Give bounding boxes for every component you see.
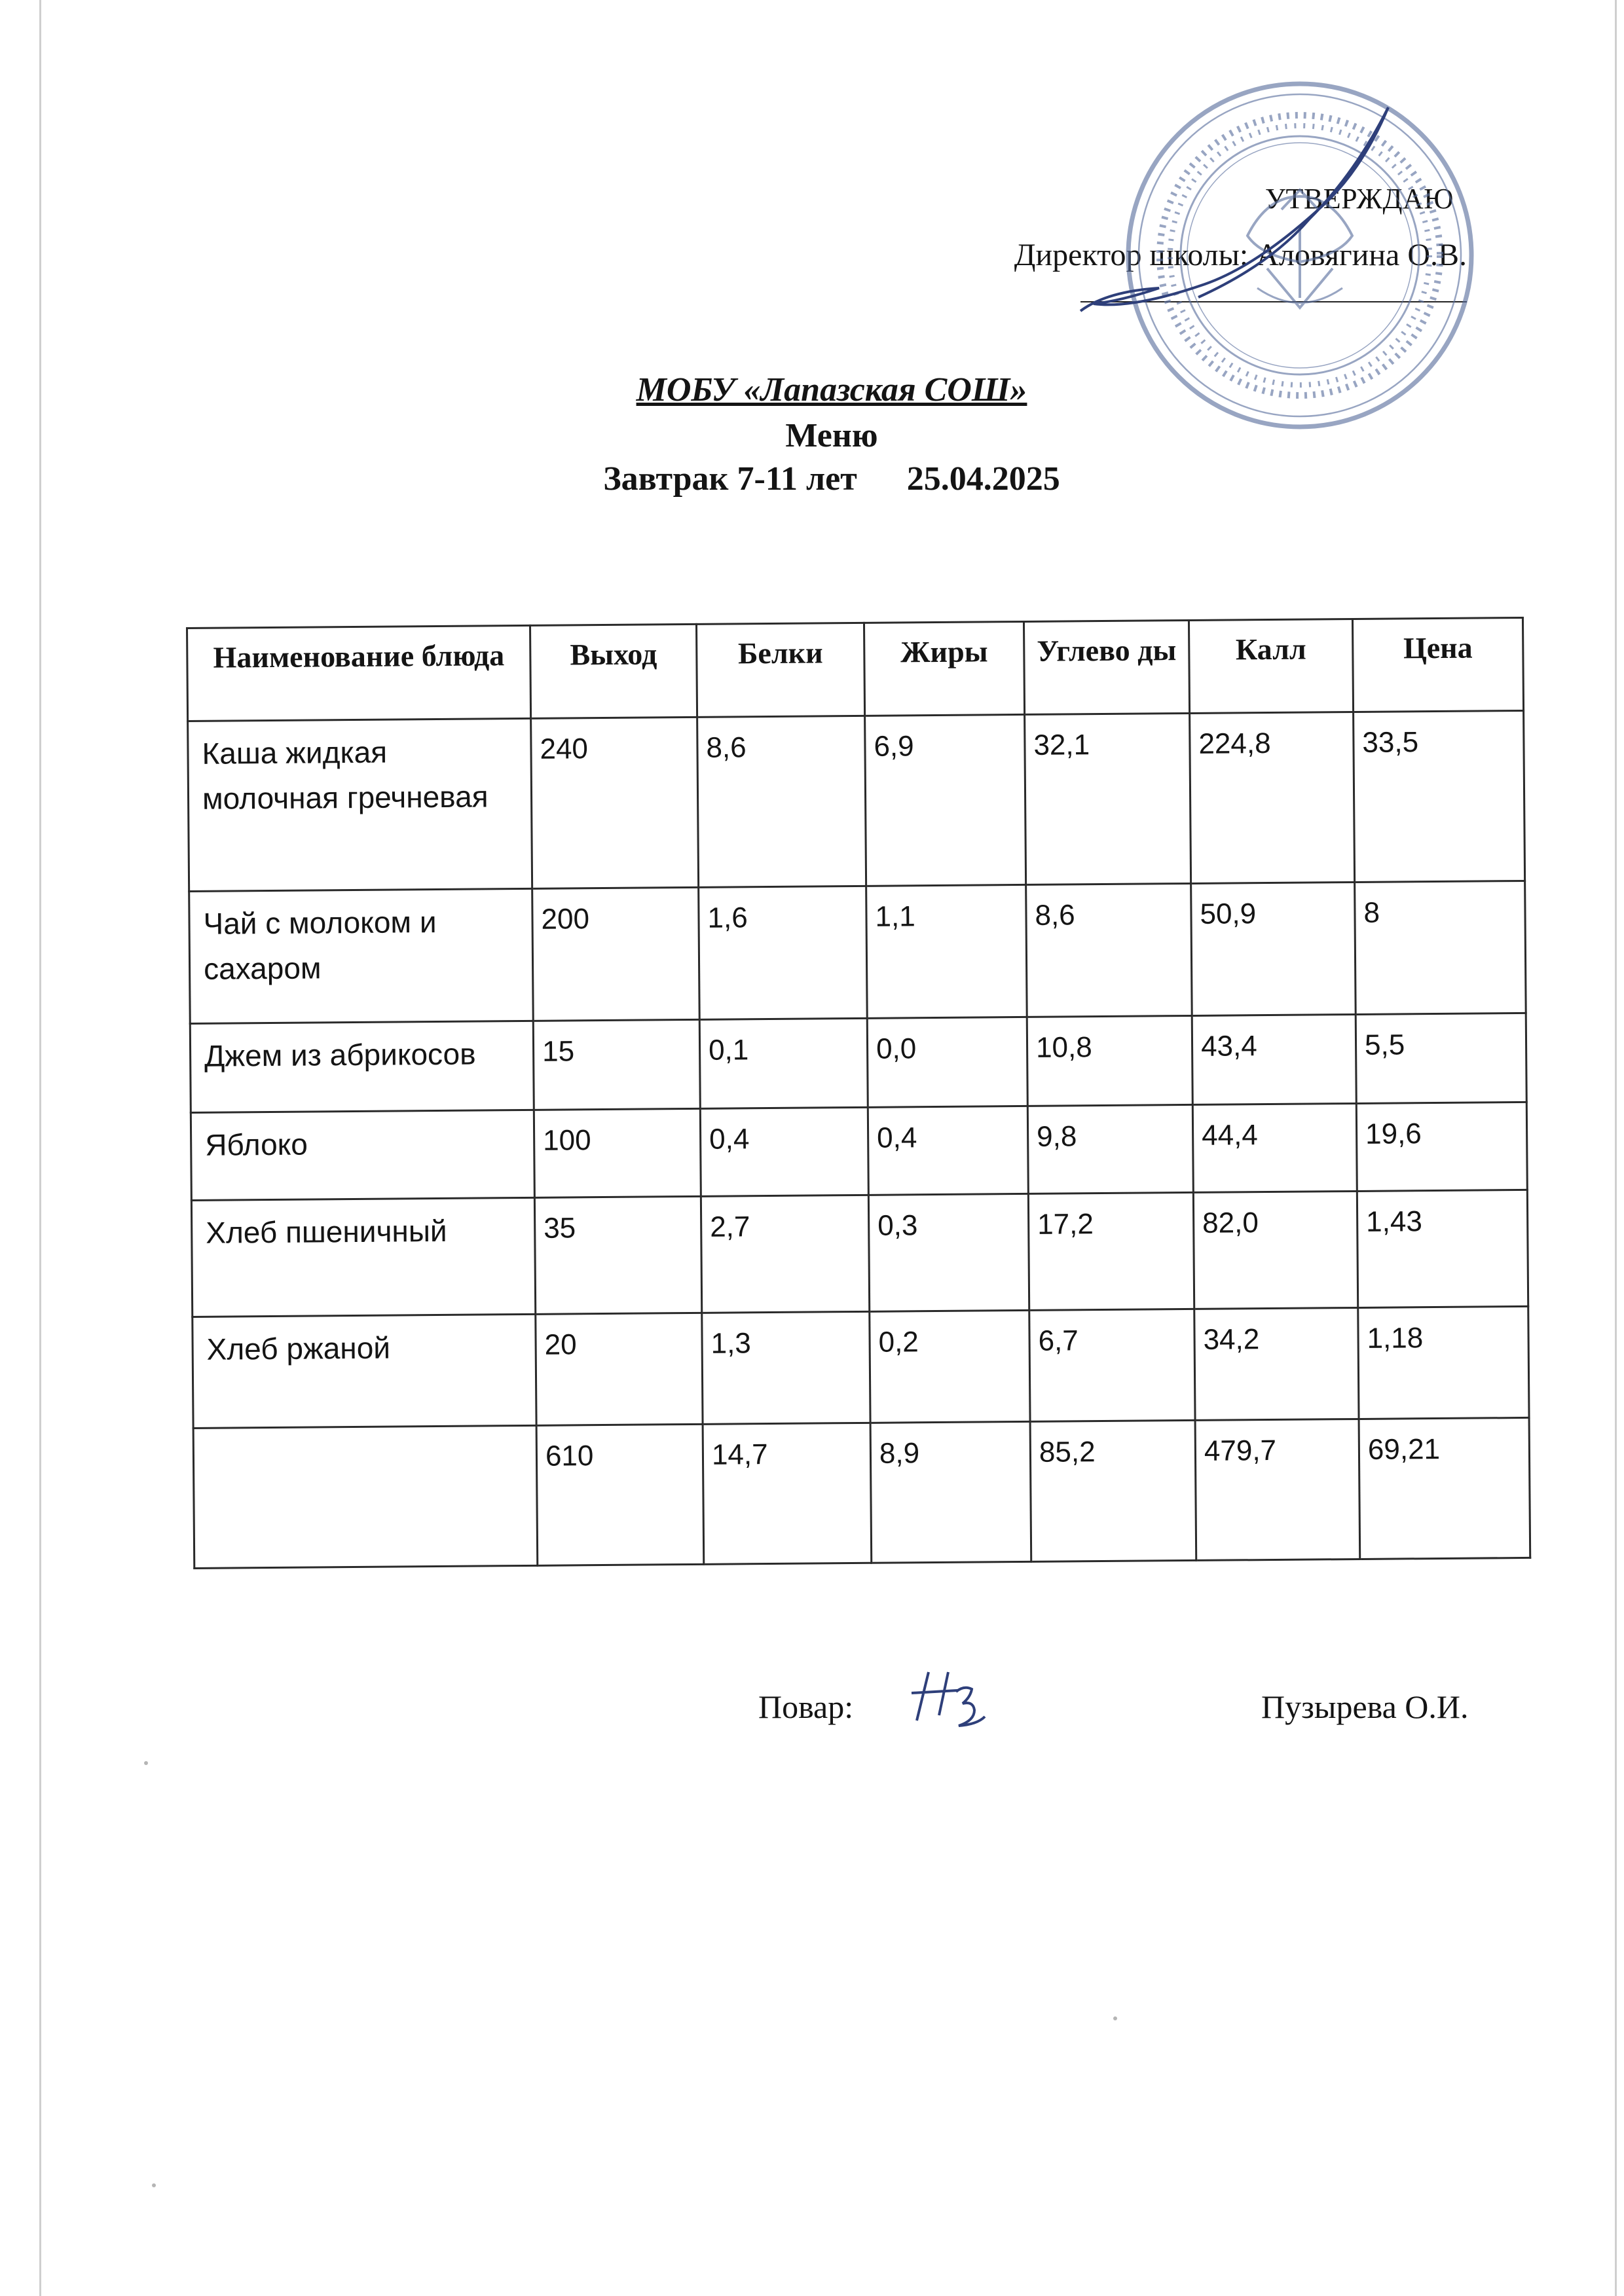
scan-edge-right	[1615, 0, 1617, 2296]
table-header-row	[187, 617, 1524, 721]
calories-cell: 43,4	[1192, 1014, 1356, 1104]
scan-speck	[144, 1761, 148, 1765]
total-label-cell	[193, 1425, 538, 1568]
scan-speck	[152, 2183, 156, 2187]
organization-name: МОБУ «Лапазская СОШ»	[636, 371, 1027, 409]
price-cell: 33,5	[1354, 710, 1525, 882]
total-calories: 479,7	[1195, 1419, 1360, 1560]
carbs-cell: 6,7	[1029, 1309, 1195, 1421]
column-header: Калл	[1189, 619, 1353, 714]
column-header: Белки	[696, 623, 864, 717]
protein-cell: 2,7	[701, 1195, 869, 1313]
total-carbs: 85,2	[1030, 1420, 1196, 1561]
dish-name: Хлеб пшеничный	[191, 1197, 535, 1317]
fat-cell: 0,3	[868, 1194, 1029, 1311]
director-label: Директор школы:	[1014, 238, 1249, 272]
calories-cell: 50,9	[1191, 882, 1356, 1015]
protein-cell: 1,6	[699, 886, 868, 1019]
dish-name: Яблоко	[191, 1110, 534, 1200]
fat-cell: 0,0	[867, 1017, 1027, 1107]
scan-edge-left	[39, 0, 41, 2296]
protein-cell: 0,4	[700, 1107, 868, 1196]
approval-word: УТВЕРЖДАЮ	[1264, 183, 1454, 215]
total-price: 69,21	[1359, 1417, 1530, 1559]
cook-signature-icon	[904, 1663, 1002, 1735]
column-header: Цена	[1352, 617, 1523, 712]
portion-cell: 200	[532, 887, 700, 1021]
total-protein: 14,7	[703, 1423, 872, 1564]
carbs-cell: 8,6	[1026, 883, 1192, 1017]
calories-cell: 224,8	[1190, 712, 1355, 884]
carbs-cell: 32,1	[1025, 713, 1191, 884]
portion-cell: 35	[534, 1196, 701, 1314]
carbs-cell: 17,2	[1028, 1192, 1194, 1310]
director-name: Аловягина О.В.	[1256, 238, 1467, 272]
cook-name: Пузырева О.И.	[1261, 1688, 1469, 1725]
protein-cell: 1,3	[702, 1311, 870, 1424]
calories-cell: 82,0	[1193, 1191, 1357, 1309]
menu-table	[186, 617, 1531, 1569]
table-row	[189, 881, 1526, 1023]
table-row	[190, 1013, 1526, 1112]
dish-name: Хлеб ржаной	[193, 1314, 536, 1428]
price-cell: 8	[1355, 881, 1526, 1014]
column-header: Жиры	[864, 621, 1024, 716]
price-cell: 1,43	[1357, 1190, 1528, 1307]
table-row	[193, 1306, 1529, 1428]
carbs-cell: 9,8	[1027, 1104, 1193, 1194]
total-fat: 8,9	[870, 1421, 1031, 1563]
column-header: Выход	[530, 624, 697, 718]
fat-cell: 0,2	[870, 1310, 1030, 1423]
fat-cell: 0,4	[868, 1106, 1028, 1195]
column-header: Наименование блюда	[187, 625, 531, 721]
dish-name: Каша жидкая молочная гречневая	[188, 718, 532, 891]
calories-cell: 34,2	[1194, 1307, 1359, 1420]
cook-label: Повар:	[758, 1688, 854, 1725]
table-row	[191, 1190, 1528, 1317]
fat-cell: 6,9	[865, 714, 1026, 886]
column-header: Углево ды	[1024, 620, 1189, 714]
dish-name: Чай с молоком и сахаром	[189, 888, 534, 1023]
price-cell: 1,18	[1358, 1306, 1529, 1419]
total-row	[193, 1417, 1530, 1568]
price-cell: 19,6	[1356, 1102, 1527, 1191]
portion-cell: 15	[533, 1019, 700, 1110]
fat-cell: 1,1	[866, 884, 1027, 1018]
calories-cell: 44,4	[1192, 1103, 1357, 1192]
meal-name: Завтрак 7-11 лет	[603, 460, 857, 498]
table-row	[191, 1102, 1527, 1200]
scan-speck	[1113, 2016, 1117, 2020]
protein-cell: 0,1	[699, 1018, 868, 1108]
portion-cell: 240	[531, 717, 699, 888]
protein-cell: 8,6	[697, 716, 866, 887]
table-row	[188, 710, 1525, 891]
carbs-cell: 10,8	[1027, 1015, 1192, 1106]
portion-cell: 100	[534, 1108, 701, 1197]
total-portion: 610	[536, 1424, 704, 1565]
dish-name: Джем из абрикосов	[190, 1021, 534, 1112]
document-title: Меню	[785, 417, 878, 454]
meal-line	[458, 462, 1205, 496]
menu-date: 25.04.2025	[906, 460, 1060, 498]
price-cell: 5,5	[1356, 1013, 1526, 1103]
director-signature-icon	[1061, 98, 1401, 321]
portion-cell: 20	[536, 1313, 703, 1425]
